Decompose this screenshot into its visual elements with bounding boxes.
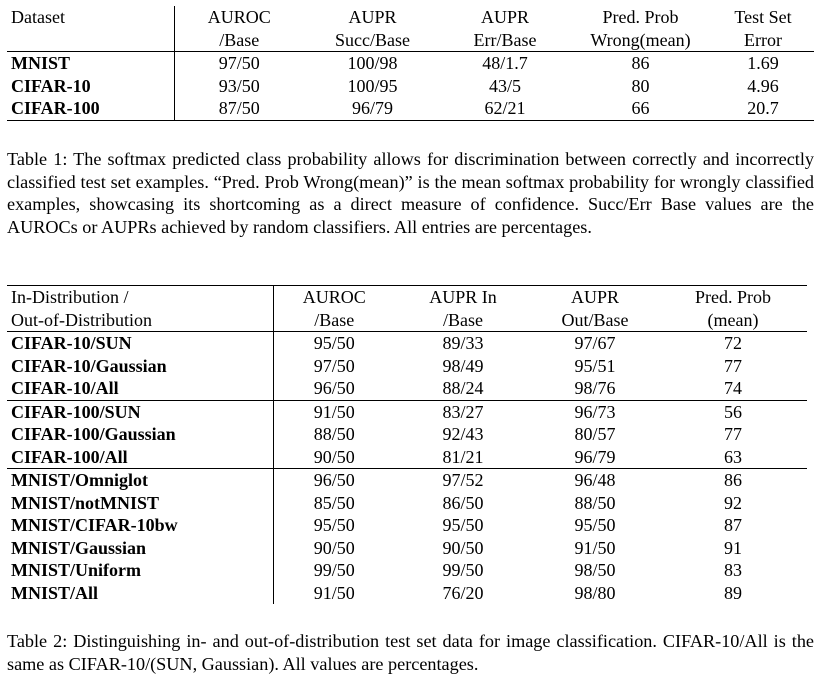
header-distribution: In-Distribution /	[7, 286, 273, 309]
table-header-row	[7, 29, 814, 52]
header-aupr-in-line2: /Base	[395, 309, 531, 332]
header-dataset: Dataset	[7, 6, 174, 29]
cell-auroc: 87/50	[174, 97, 304, 120]
cell-auroc: 96/50	[273, 469, 395, 492]
header-dataset-line2	[7, 29, 174, 52]
table-row	[7, 469, 807, 492]
header-pred-prob: Pred. Prob	[659, 286, 807, 309]
cell-aupr-out: 98/50	[574, 560, 616, 580]
table-1	[7, 6, 814, 121]
cell-pred-prob: 74	[724, 378, 742, 398]
cell-pred-prob: 92	[724, 492, 742, 513]
row-pair: MNIST/CIFAR-10bw	[7, 514, 273, 537]
cell-auroc: 88/50	[313, 424, 355, 444]
cell-test-error: 20.7	[712, 97, 814, 120]
cell-auroc: 91/50	[313, 582, 355, 603]
table-row	[7, 492, 807, 515]
cell-aupr-out: 88/50	[574, 492, 616, 513]
table-row	[7, 400, 807, 423]
row-pair: CIFAR-10/Gaussian	[7, 355, 273, 378]
table-row	[7, 355, 807, 378]
header-aupr-in: AUPR In	[395, 286, 531, 309]
cell-aupr-in: 98/49	[442, 355, 484, 376]
cell-aupr-in: 88/24	[442, 378, 484, 398]
cell-pred-prob: 86	[631, 53, 650, 73]
cell-aupr-in: 92/43	[442, 424, 484, 444]
header-aupr-succ: AUPR	[348, 7, 397, 27]
table-row	[7, 514, 807, 537]
table-row	[7, 75, 814, 98]
cell-pred-prob: 86	[659, 469, 807, 492]
cell-aupr-in: 99/50	[442, 560, 484, 580]
header-auroc: AUROC	[273, 286, 395, 309]
row-pair: MNIST/notMNIST	[7, 492, 273, 515]
cell-auroc: 97/50	[313, 355, 355, 376]
row-dataset: MNIST	[7, 52, 174, 75]
header-test-error-line2: Error	[712, 29, 814, 52]
cell-pred-prob: 91	[724, 537, 742, 558]
row-pair: MNIST/Uniform	[7, 559, 273, 582]
cell-aupr-out: 80/57	[574, 424, 616, 444]
cell-test-error: 1.69	[747, 53, 779, 73]
cell-aupr-err: 48/1.7	[482, 53, 528, 73]
table-1-caption: Table 1: The softmax predicted class probability allows for discrimination between correctly and incorrectly classified test set examples. “Pred. Prob Wrong(mean)” is the mean softmax probability for wrongly classified examples, showcasing its shortcoming as a direct measure of confidence. Succ/Err Base values are the AUROCs or AUPRs achieved by random classifiers. All entries are percentages.	[7, 149, 814, 237]
table-row	[7, 537, 807, 560]
cell-aupr-in: 90/50	[442, 537, 484, 558]
cell-aupr-succ: 96/79	[304, 97, 441, 120]
cell-auroc: 95/50	[313, 333, 355, 353]
cell-pred-prob: 66	[569, 97, 712, 120]
cell-auroc: 96/50	[313, 378, 355, 398]
table-row	[7, 446, 807, 469]
cell-aupr-out: 98/76	[574, 378, 616, 398]
row-pair: CIFAR-100/Gaussian	[7, 423, 273, 446]
cell-pred-prob: 63	[724, 446, 742, 467]
table-row	[7, 97, 814, 120]
cell-auroc: 99/50	[313, 560, 355, 580]
cell-aupr-err: 62/21	[441, 97, 569, 120]
cell-pred-prob: 77	[724, 424, 742, 444]
cell-aupr-succ: 100/95	[347, 75, 398, 96]
row-pair: MNIST/Gaussian	[7, 537, 273, 560]
cell-auroc: 93/50	[218, 75, 260, 96]
row-pair: CIFAR-100/All	[7, 446, 273, 469]
header-distribution-line2: Out-of-Distribution	[7, 309, 273, 332]
row-pair: MNIST/All	[7, 582, 273, 605]
cell-aupr-in: 81/21	[442, 446, 484, 467]
cell-aupr-out: 91/50	[574, 537, 616, 558]
header-aupr-err-line2: Err/Base	[441, 29, 569, 52]
row-dataset: CIFAR-100	[7, 97, 174, 120]
cell-aupr-out: 95/50	[574, 515, 616, 535]
cell-aupr-in: 95/50	[442, 515, 484, 535]
header-pred-prob-line2: Wrong(mean)	[569, 29, 712, 52]
cell-auroc: 85/50	[313, 492, 355, 513]
cell-aupr-in: 89/33	[442, 333, 484, 353]
cell-pred-prob: 77	[724, 355, 742, 376]
cell-aupr-out: 96/48	[531, 469, 659, 492]
cell-auroc: 90/50	[313, 537, 355, 558]
header-pred-prob: Pred. Prob	[602, 7, 679, 27]
cell-aupr-in: 76/20	[442, 582, 484, 603]
cell-aupr-succ: 100/98	[347, 53, 398, 73]
row-pair: CIFAR-10/SUN	[7, 332, 273, 355]
cell-aupr-out: 97/67	[574, 333, 616, 353]
table-row	[7, 332, 807, 355]
cell-aupr-out: 95/51	[574, 355, 616, 376]
header-auroc-line2: /Base	[174, 29, 304, 52]
cell-aupr-in: 97/52	[395, 469, 531, 492]
header-aupr-succ-line2: Succ/Base	[304, 29, 441, 52]
table-2-caption: Table 2: Distinguishing in- and out-of-distribution test set data for image classification. CIFAR-10/All is the same as CIFAR-10/(SUN, Gaussian). All values are percentages.	[7, 631, 814, 674]
table-row	[7, 582, 807, 605]
header-aupr-err: AUPR	[480, 7, 529, 27]
row-pair: MNIST/Omniglot	[7, 469, 273, 492]
cell-auroc: 95/50	[313, 515, 355, 535]
header-test-error: Test Set	[734, 7, 792, 27]
cell-auroc: 90/50	[313, 446, 355, 467]
table-row	[7, 559, 807, 582]
cell-pred-prob: 87	[724, 515, 742, 535]
header-auroc: AUROC	[207, 7, 271, 27]
cell-auroc: 91/50	[273, 400, 395, 423]
row-pair: CIFAR-100/SUN	[7, 400, 273, 423]
header-aupr-out: AUPR	[531, 286, 659, 309]
cell-pred-prob: 56	[659, 400, 807, 423]
cell-pred-prob: 80	[631, 75, 650, 96]
row-dataset: CIFAR-10	[7, 75, 174, 98]
table-row	[7, 52, 814, 75]
row-pair: CIFAR-10/All	[7, 377, 273, 400]
table-header-row	[7, 6, 814, 29]
cell-pred-prob: 83	[724, 560, 742, 580]
header-pred-prob-line2: (mean)	[659, 309, 807, 332]
cell-aupr-out: 96/73	[531, 400, 659, 423]
table-row	[7, 423, 807, 446]
cell-auroc: 97/50	[218, 53, 260, 73]
table-row	[7, 377, 807, 400]
cell-aupr-out: 98/80	[574, 582, 616, 603]
table-header-row	[7, 286, 807, 309]
header-auroc-line2: /Base	[273, 309, 395, 332]
cell-test-error: 4.96	[747, 75, 779, 96]
header-aupr-out-line2: Out/Base	[531, 309, 659, 332]
cell-pred-prob: 72	[724, 333, 742, 353]
table-header-row	[7, 309, 807, 332]
table-2	[7, 285, 807, 604]
cell-aupr-err: 43/5	[488, 75, 521, 96]
cell-aupr-out: 96/79	[574, 446, 616, 467]
cell-aupr-in: 83/27	[395, 400, 531, 423]
cell-pred-prob: 89	[724, 582, 742, 603]
cell-aupr-in: 86/50	[442, 492, 484, 513]
